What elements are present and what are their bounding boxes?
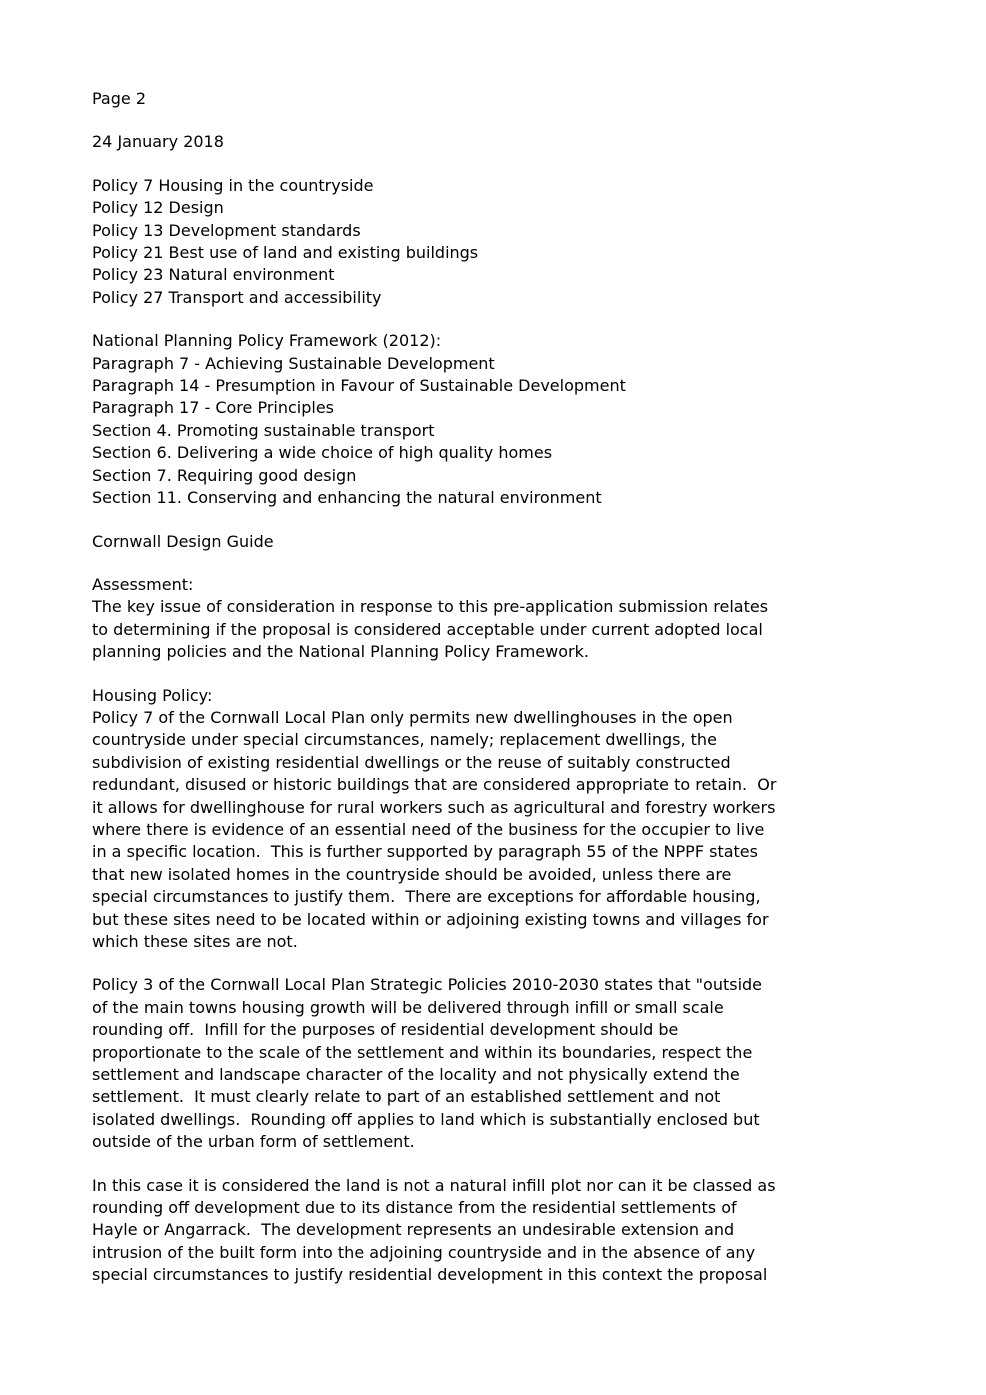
policy3-text-line: Policy 3 of the Cornwall Local Plan Strategic Policies 2010-2030 states that "outside <box>92 975 763 995</box>
assessment-heading: Assessment: <box>92 574 194 594</box>
policy-list-item: Policy 23 Natural environment <box>92 265 335 285</box>
nppf-list-item: Section 4. Promoting sustainable transport <box>92 420 435 440</box>
policy3-text-line: proportionate to the scale of the settlement and within its boundaries, respect the <box>92 1042 753 1062</box>
policy3-paragraph <box>92 974 926 1153</box>
nppf-list <box>92 330 926 509</box>
policy3-text-line: rounding off. Infill for the purposes of residential development should be <box>92 1020 679 1040</box>
housing-policy-text-line: where there is evidence of an essential need of the business for the occupier to live <box>92 819 765 839</box>
document-date: 24 January 2018 <box>92 132 224 152</box>
page-number: Page 2 <box>92 89 146 108</box>
conclusion-text-line: intrusion of the built form into the adjoining countryside and in the absence of any <box>92 1242 756 1262</box>
policy-list-item: Policy 7 Housing in the countryside <box>92 175 374 195</box>
housing-policy-text-line: special circumstances to justify them. There are exceptions for affordable housing, <box>92 887 761 907</box>
nppf-list-item: Section 7. Requiring good design <box>92 465 357 485</box>
housing-policy-text-line: subdivision of existing residential dwellings or the reuse of suitably constructed <box>92 752 731 772</box>
nppf-list-item: Section 11. Conserving and enhancing the natural environment <box>92 488 602 508</box>
housing-policy-text-line: but these sites need to be located within or adjoining existing towns and villages for <box>92 909 769 929</box>
housing-policy-text-line: countryside under special circumstances, namely; replacement dwellings, the <box>92 730 717 750</box>
policy-list-item: Policy 21 Best use of land and existing buildings <box>92 243 479 263</box>
conclusion-paragraph <box>92 1175 926 1287</box>
date-block <box>92 131 926 153</box>
policy3-text-line: settlement and landscape character of the locality and not physically extend the <box>92 1065 740 1085</box>
conclusion-text-line: rounding off development due to its distance from the residential settlements of <box>92 1198 737 1218</box>
policy3-text-line: settlement. It must clearly relate to part of an established settlement and not <box>92 1087 721 1107</box>
policy-list-item: Policy 12 Design <box>92 198 224 218</box>
policy3-text-line: outside of the urban form of settlement. <box>92 1132 415 1152</box>
page-number-block <box>92 88 926 110</box>
nppf-list-item: Paragraph 7 - Achieving Sustainable Development <box>92 353 495 373</box>
conclusion-text-line: special circumstances to justify residential development in this context the proposal <box>92 1265 768 1285</box>
policy3-text-line: isolated dwellings. Rounding off applies to land which is substantially enclosed but <box>92 1109 760 1129</box>
design-guide-block <box>92 531 926 553</box>
housing-policy-text-line: it allows for dwellinghouse for rural workers such as agricultural and forestry workers <box>92 797 776 817</box>
assessment-text-line: to determining if the proposal is considered acceptable under current adopted local <box>92 619 763 639</box>
policy3-text-line: of the main towns housing growth will be delivered through infill or small scale <box>92 997 724 1017</box>
housing-policy-text-line: in a specific location. This is further supported by paragraph 55 of the NPPF states <box>92 842 758 862</box>
housing-policy-section <box>92 685 926 954</box>
policy-list-item: Policy 13 Development standards <box>92 220 361 240</box>
housing-policy-text-line: which these sites are not. <box>92 932 298 951</box>
conclusion-text-line: In this case it is considered the land is not a natural infill plot nor can it be classed as <box>92 1175 776 1195</box>
housing-policy-text-line: Policy 7 of the Cornwall Local Plan only permits new dwellinghouses in the open <box>92 707 733 727</box>
nppf-heading: National Planning Policy Framework (2012): <box>92 331 442 351</box>
nppf-list-item: Paragraph 14 - Presumption in Favour of Sustainable Development <box>92 376 626 396</box>
nppf-list-item: Section 6. Delivering a wide choice of high quality homes <box>92 443 553 463</box>
assessment-text-line: planning policies and the National Planning Policy Framework. <box>92 642 589 662</box>
local-policy-list <box>92 175 926 309</box>
design-guide-reference: Cornwall Design Guide <box>92 531 274 551</box>
housing-policy-heading: Housing Policy: <box>92 685 213 705</box>
assessment-section <box>92 574 926 664</box>
housing-policy-text-line: redundant, disused or historic buildings that are considered appropriate to retain. Or <box>92 775 777 795</box>
conclusion-text-line: Hayle or Angarrack. The development represents an undesirable extension and <box>92 1220 735 1240</box>
nppf-list-item: Paragraph 17 - Core Principles <box>92 398 335 418</box>
policy-list-item: Policy 27 Transport and accessibility <box>92 287 382 307</box>
assessment-text-line: The key issue of consideration in response to this pre-application submission relates <box>92 597 769 617</box>
housing-policy-text-line: that new isolated homes in the countryside should be avoided, unless there are <box>92 864 732 884</box>
